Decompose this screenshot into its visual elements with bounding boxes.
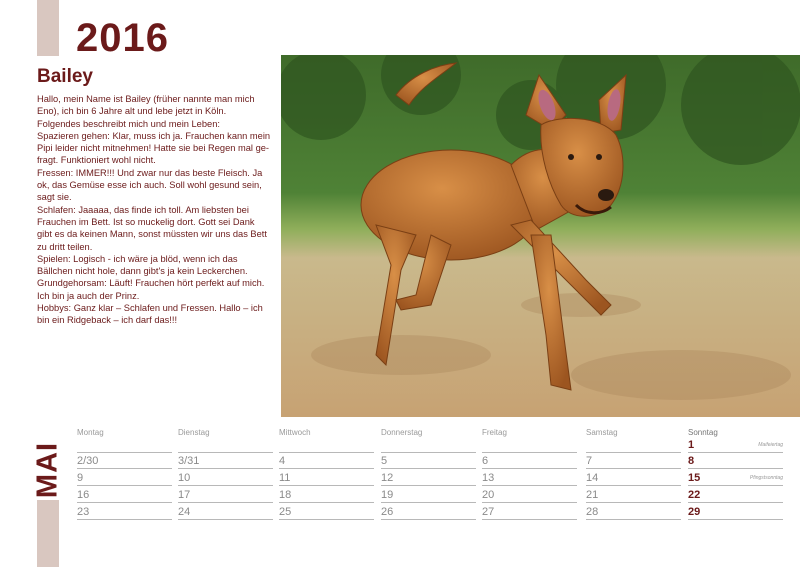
calendar-day-cell <box>482 436 577 453</box>
day-number: 4 <box>279 455 286 467</box>
holiday-label: Pfingstsonntag <box>749 475 783 481</box>
calendar-day-cell <box>381 452 476 469</box>
day-number: 12 <box>381 472 394 484</box>
story-paragraph: Schlafen: Jaaaaa, das finde ich toll. Am liebsten bei Frauchen im Bett. Ist so muckelig dort. Gott sei Dank gibt es da keinen Mann, sonst müssten wir uns das Bett zu dritt teilen. <box>37 204 267 252</box>
dog-photo <box>281 55 800 417</box>
calendar-day-cell <box>279 503 374 520</box>
calendar-day-cell <box>482 503 577 520</box>
calendar-day-cell <box>688 469 783 486</box>
calendar-day-cell <box>381 486 476 503</box>
calendar-day-cell <box>77 486 172 503</box>
weekday-header: Freitag <box>482 428 507 437</box>
day-number: 23 <box>77 506 90 518</box>
calendar-day-cell <box>77 436 172 453</box>
calendar-day-cell <box>279 436 374 453</box>
day-number: 26 <box>381 506 394 518</box>
calendar-day-cell <box>178 486 273 503</box>
story-paragraph: Fressen: IMMER!!! Und zwar nur das beste Fleisch. Ja ok, das Gemüse esse ich auch. Soll wohl gesund sein, sagt sie. <box>37 167 263 203</box>
holiday-label: Maifeiertag <box>758 442 783 448</box>
calendar-day-cell <box>586 469 681 486</box>
weekday-header: Sonntag <box>688 428 718 437</box>
calendar-day-cell <box>279 452 374 469</box>
story-paragraph: Grundgehorsam: Läuft! Frauchen hört perfekt auf mich. Ich bin ja auch der Prinz. <box>37 278 265 301</box>
calendar-day-cell <box>178 503 273 520</box>
story-paragraph: Spielen: Logisch - ich wäre ja blöd, wenn ich das Bällchen nicht hole, dann gibt's ja kein Leckerchen. <box>37 253 248 277</box>
day-number: 28 <box>586 506 599 518</box>
weekday-header: Mittwoch <box>279 428 311 437</box>
day-number: 16 <box>77 489 90 501</box>
calendar-day-cell <box>688 452 783 469</box>
calendar-day-cell <box>77 469 172 486</box>
calendar-year: 2016 <box>76 16 169 60</box>
day-number: 24 <box>178 506 191 518</box>
calendar-day-cell <box>586 503 681 520</box>
day-number: 9 <box>77 472 84 484</box>
weekday-header: Montag <box>77 428 104 437</box>
dog-name: Bailey <box>37 66 93 87</box>
story-paragraph: Folgendes beschreibt mich und mein Leben: <box>37 118 220 129</box>
day-number: 6 <box>482 455 489 467</box>
weekday-header: Dienstag <box>178 428 210 437</box>
day-number: 11 <box>279 472 291 484</box>
calendar-day-cell <box>77 503 172 520</box>
day-number: 14 <box>586 472 599 484</box>
day-number: 19 <box>381 489 394 501</box>
day-number: 13 <box>482 472 495 484</box>
day-number: 3/31 <box>178 455 200 467</box>
day-number: 22 <box>688 489 701 501</box>
calendar-day-cell <box>586 452 681 469</box>
weekday-header: Samstag <box>586 428 618 437</box>
calendar-day-cell <box>279 469 374 486</box>
calendar-day-cell <box>482 452 577 469</box>
dog-story <box>37 93 272 327</box>
decorative-tab-top <box>37 0 59 56</box>
day-number: 21 <box>586 489 599 501</box>
day-number: 29 <box>688 506 701 518</box>
month-label: MAI <box>31 441 64 499</box>
day-number: 8 <box>688 455 695 467</box>
day-number: 15 <box>688 472 701 484</box>
weekday-header: Donnerstag <box>381 428 423 437</box>
calendar-day-cell <box>381 503 476 520</box>
day-number: 20 <box>482 489 495 501</box>
calendar-day-cell <box>381 436 476 453</box>
story-paragraph: Hallo, mein Name ist Bailey (früher nannte man mich Eno), ich bin 6 Jahre alt und lebe jetzt in Köln. <box>37 94 255 117</box>
day-number: 2/30 <box>77 455 99 467</box>
month-calendar-grid <box>77 428 785 523</box>
day-number: 25 <box>279 506 292 518</box>
calendar-day-cell <box>381 469 476 486</box>
calendar-day-cell <box>688 486 783 503</box>
calendar-day-cell <box>482 486 577 503</box>
calendar-day-cell <box>688 436 783 453</box>
day-number: 5 <box>381 455 388 467</box>
day-number: 7 <box>586 455 593 467</box>
day-number: 27 <box>482 506 495 518</box>
story-paragraph: Spazieren gehen: Klar, muss ich ja. Frauchen kann mein Pipi leider nicht mitnehmen! Hatte sie bei Regen mal ge-fragt. Funktioniert wohl nicht. <box>37 130 271 166</box>
day-number: 18 <box>279 489 292 501</box>
calendar-day-cell <box>482 469 577 486</box>
calendar-day-cell <box>688 503 783 520</box>
calendar-day-cell <box>77 452 172 469</box>
day-number: 10 <box>178 472 191 484</box>
calendar-day-cell <box>586 486 681 503</box>
decorative-tab-bottom <box>37 500 59 567</box>
calendar-day-cell <box>586 436 681 453</box>
story-paragraph: Hobbys: Ganz klar – Schlafen und Fressen. Hallo – ich bin ein Ridgeback – ich darf das!!! <box>37 303 263 326</box>
calendar-day-cell <box>178 469 273 486</box>
calendar-day-cell <box>178 452 273 469</box>
day-number: 17 <box>178 489 191 501</box>
calendar-day-cell <box>279 486 374 503</box>
calendar-day-cell <box>178 436 273 453</box>
day-number: 1 <box>688 439 695 451</box>
